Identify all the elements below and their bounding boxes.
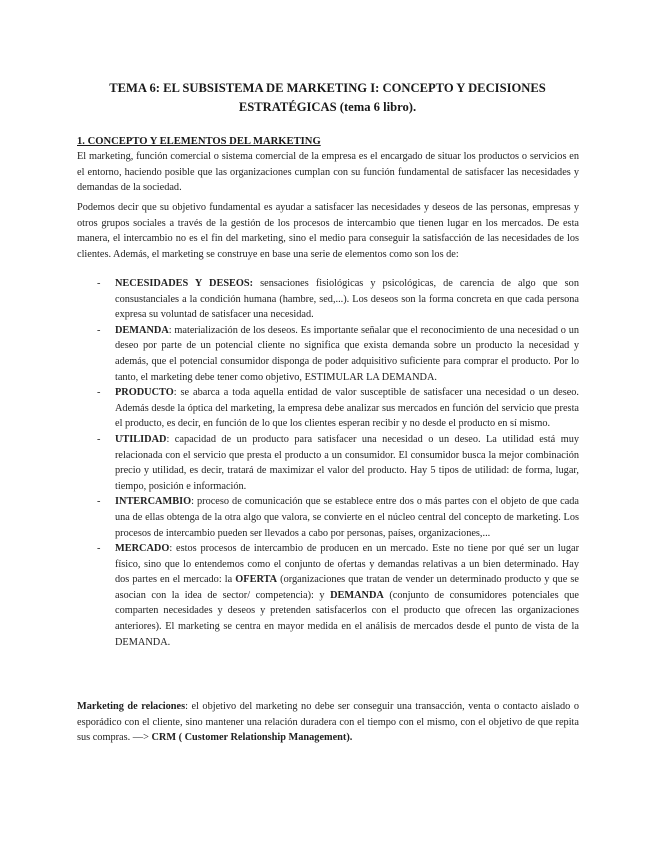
- list-bullet: -: [97, 433, 101, 445]
- list-item: [77, 494, 579, 541]
- item-term: UTILIDAD: [115, 433, 167, 445]
- item-text: : se abarca a toda aquella entidad de valor susceptible de satisfacer una necesidad o un deseo. Además desde la óptica del marketing, la empresa debe analizar sus mercados en función del servicio que presta el producto, es decir, en función de lo que los clientes esperan recibir y no desde el producto en sí mismo.: [115, 387, 579, 430]
- item-text: (conjunto de consumidores potenciales que comparten necesidades y deseos y pretenden satisfacerlos con el producto que ofrecen las organizaciones anteriores). El marketing se centra en mayor medida en el análisis de mercados desde el punto de vista de la DEMANDA.: [115, 589, 579, 648]
- item-text: : capacidad de un producto para satisfacer una necesidad o un deseo. La utilidad está muy relacionada con el servicio que presta el producto a un consumidor. El consumidor busca la mejor combinación precio y utilidad, es decir, tratará de maximizar el valor del producto. Hay 5 tipos de utilidad: de forma, lugar, tiempo, posición e información.: [115, 433, 579, 492]
- list-bullet: -: [97, 496, 101, 508]
- relationship-term: Marketing de relaciones: [77, 701, 186, 712]
- item-term: INTERCAMBIO: [115, 496, 192, 508]
- list-bullet: -: [97, 324, 101, 336]
- list-bullet: -: [97, 543, 101, 555]
- demanda-term: DEMANDA: [330, 589, 384, 601]
- section-heading: 1. CONCEPTO Y ELEMENTOS DEL MARKETING: [77, 136, 321, 147]
- crm-text: CRM ( Customer Relationship Management).: [151, 732, 353, 744]
- intro-paragraph-2: Podemos decir que su objetivo fundamental es ayudar a satisfacer las necesidades y deseos de las personas, empresas y otros grupos sociales a través de la gestión de los procesos de intercambio que tienen lugar en los mercados. De esta manera, el intercambio no es el fin del marketing, sino el medio para conseguir la satisfacción de las necesidades de los clientes. Además, el marketing se construye en base una serie de elementos como son los de:: [77, 202, 579, 260]
- elements-list: [77, 276, 579, 650]
- item-text: : materialización de los deseos. Es importante señalar que el reconocimiento de una necesidad o un deseo por parte de un potencial cliente no significa que exista demanda sobre un producto la necesidad y además, que el potencial consumidor disponga de poder adquisitivo suficiente para comprar el producto. Por lo tanto, el marketing debe tener como objetivo, ESTIMULAR LA DEMANDA.: [115, 324, 579, 383]
- list-item: [77, 385, 579, 432]
- list-item: [77, 432, 579, 494]
- intro-paragraph-1: El marketing, función comercial o sistema comercial de la empresa es el encargado de situar los productos o servicios en el entorno, haciendo posible que las organizaciones cumplan con su función fundamental de satisfacer las necesidades y demandas de la sociedad.: [77, 151, 579, 194]
- item-term: PRODUCTO: [115, 387, 174, 399]
- page-title: [90, 79, 565, 117]
- item-text: : proceso de comunicación que se establece entre dos o más partes con el objeto de que cada una de ellas obtenga de la otra algo que valora, se convierte en el núcleo central del concepto de marketing. Los procesos de intercambio pueden ser llevados a cabo por personas, países, organizaciones,...: [115, 496, 579, 539]
- list-bullet: -: [97, 387, 101, 399]
- title-line-2: ESTRATÉGICAS (tema 6 libro).: [238, 100, 417, 114]
- item-term: DEMANDA: [115, 324, 169, 336]
- item-text: (organizaciones que tratan de vender un determinado producto y que se asocian con la idea de sector/ competencia): y: [115, 574, 579, 601]
- item-term: MERCADO: [115, 543, 170, 555]
- item-term: NECESIDADES Y DESEOS:: [115, 278, 254, 289]
- list-item: [77, 323, 579, 385]
- item-text: : estos procesos de intercambio de producen en un mercado. Este no tiene por qué ser un lugar físico, sino que lo entendemos como el conjunto de ofertas y demandas relativas a un bien determinado. Hay dos partes en el mercado: la: [115, 543, 579, 586]
- list-item-mercado: [77, 541, 579, 650]
- oferta-term: OFERTA: [235, 574, 278, 586]
- relationship-text: : el objetivo del marketing no debe ser conseguir una transacción, venta o contacto aislado o esporádico con el cliente, sino mantener una relación duradera con el tiempo con el mismo, con el objetivo de que repita sus compras. —>: [77, 701, 579, 744]
- item-text: sensaciones fisiológicas y psicológicas, de carencia de algo que son consustanciales a la condición humana (hambre, sed,...). Los deseos son la forma concreta en que cada persona expresa su voluntad de satisfacer una necesidad.: [115, 278, 579, 321]
- title-line-1: TEMA 6: EL SUBSISTEMA DE MARKETING I: CONCEPTO Y DECISIONES: [109, 81, 546, 95]
- list-bullet: -: [97, 278, 101, 289]
- list-item: [77, 276, 579, 323]
- relationship-marketing-paragraph: [77, 699, 579, 746]
